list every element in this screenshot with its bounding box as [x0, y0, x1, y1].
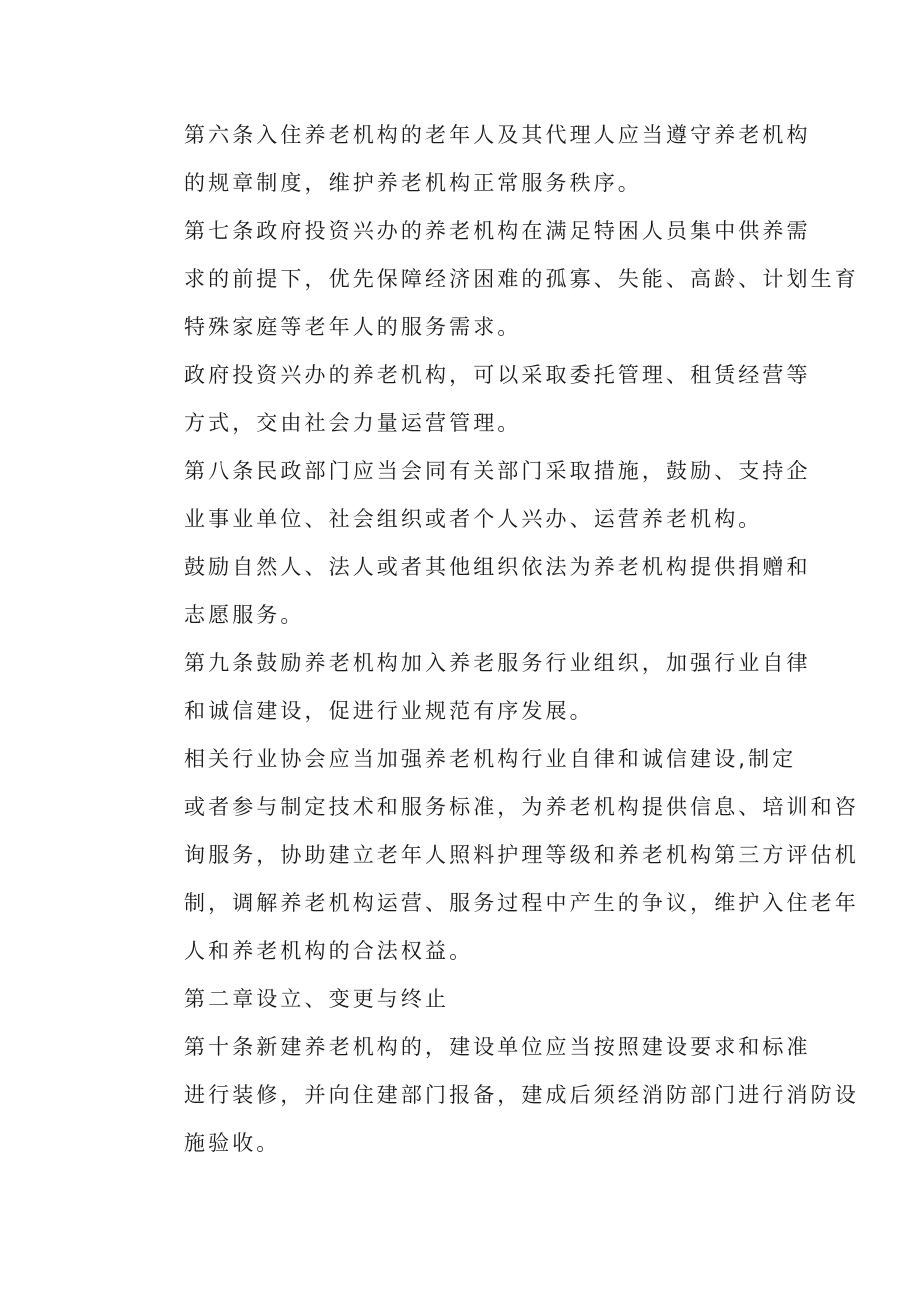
- text-line: 求的前提下，优先保障经济困难的孤寡、失能、高龄、计划生育: [184, 267, 859, 291]
- text-line: 第二章设立、变更与终止: [184, 987, 450, 1011]
- paragraph-article-7: [136, 207, 859, 351]
- text-line: 业事业单位、社会组织或者个人兴办、运营养老机构。: [184, 507, 763, 531]
- text-line: 特殊家庭等老年人的服务需求。: [184, 315, 522, 339]
- text-line: 政府投资兴办的养老机构，可以采取委托管理、租赁经营等: [184, 363, 811, 387]
- text-line: 第七条政府投资兴办的养老机构在满足特困人员集中供养需: [184, 219, 811, 243]
- text-line: 相关行业协会应当加强养老机构行业自律和诚信建设,制定: [184, 747, 797, 771]
- paragraph-article-8: [136, 447, 811, 543]
- paragraph-article-7-clause-2: [136, 351, 811, 447]
- paragraph-article-9-clause-2: [136, 735, 859, 975]
- paragraph-article-10: [136, 1023, 859, 1167]
- paragraph-article-8-clause-2: [136, 543, 811, 639]
- text-line: 施验收。: [184, 1131, 281, 1155]
- text-line: 志愿服务。: [184, 603, 305, 627]
- text-line: 第九条鼓励养老机构加入养老服务行业组织，加强行业自律: [184, 651, 811, 675]
- text-line: 或者参与制定技术和服务标准，为养老机构提供信息、培训和咨: [184, 795, 859, 819]
- document-page: [136, 111, 859, 1167]
- text-line: 询服务，协助建立老年人照料护理等级和养老机构第三方评估机: [184, 843, 859, 867]
- chapter-heading: [136, 975, 790, 1023]
- text-line: 鼓励自然人、法人或者其他组织依法为养老机构提供捐赠和: [184, 555, 811, 579]
- text-line: 进行装修，并向住建部门报备，建成后须经消防部门进行消防设: [184, 1083, 859, 1107]
- text-line: 人和养老机构的合法权益。: [184, 939, 474, 963]
- text-line: 和诚信建设，促进行业规范有序发展。: [184, 699, 594, 723]
- text-line: 的规章制度，维护养老机构正常服务秩序。: [184, 171, 642, 195]
- text-line: 第六条入住养老机构的老年人及其代理人应当遵守养老机构: [184, 123, 811, 147]
- paragraph-article-9: [136, 639, 811, 735]
- text-line: 第十条新建养老机构的，建设单位应当按照建设要求和标准: [184, 1035, 811, 1059]
- text-line: 制，调解养老机构运营、服务过程中产生的争议，维护入住老年: [184, 891, 859, 915]
- text-line: 方式，交由社会力量运营管理。: [184, 411, 522, 435]
- text-line: 第八条民政部门应当会同有关部门采取措施，鼓励、支持企: [184, 459, 811, 483]
- paragraph-article-6: [136, 111, 811, 207]
